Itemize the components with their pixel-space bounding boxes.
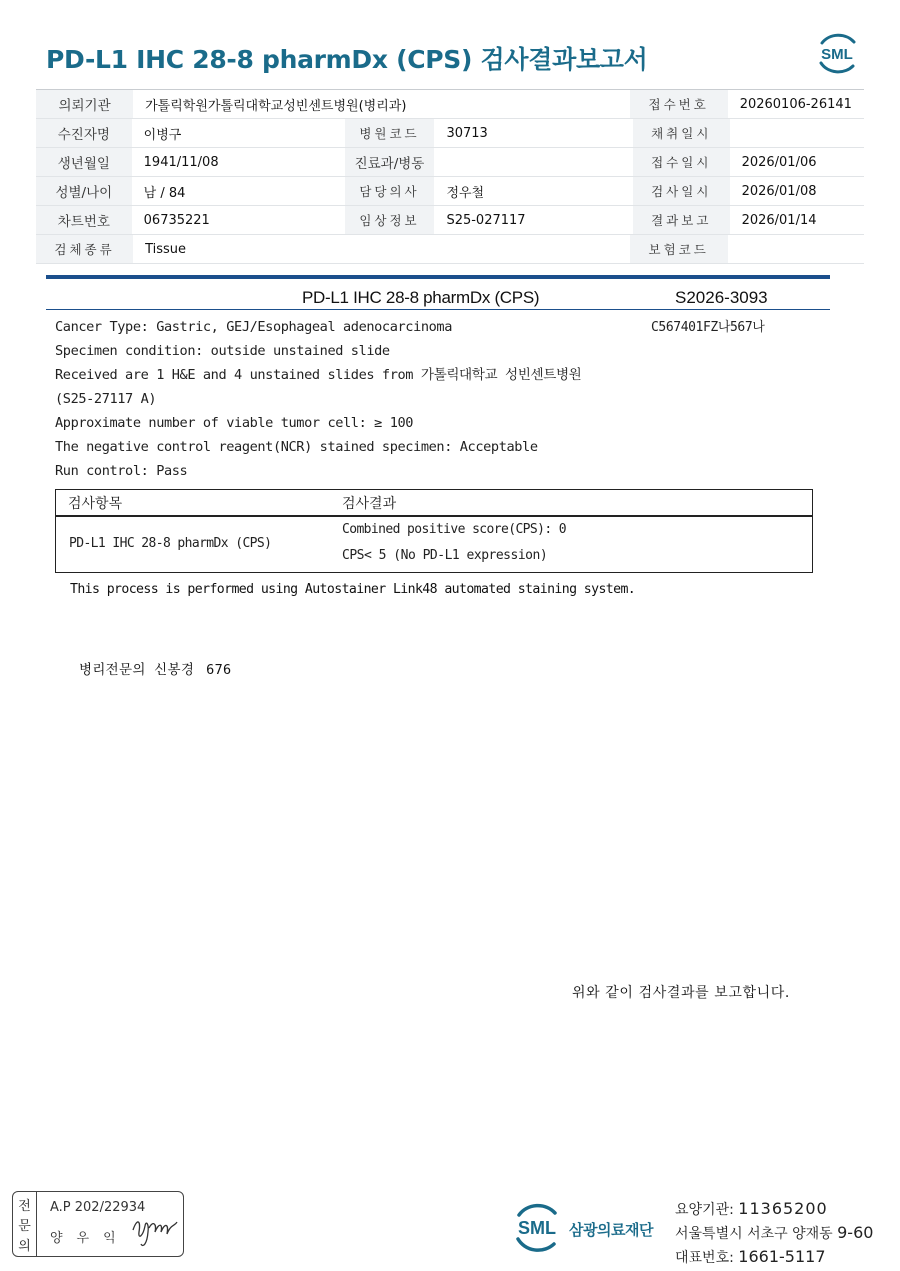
- pathologist-number: 676: [206, 662, 232, 678]
- section-divider-thin: [46, 309, 830, 310]
- info-value: 이병구: [143, 127, 182, 143]
- process-note: This process is performed using Autostainer Link48 automated staining system.: [70, 582, 636, 597]
- info-value: 06735221: [143, 212, 210, 228]
- finding-line: The negative control reagent(NCR) stained specimen: Acceptable: [55, 439, 538, 455]
- info-label: 검체종류: [36, 235, 133, 263]
- report-code: C567401FZ나567나: [651, 320, 765, 335]
- info-label: 생년월일: [36, 148, 132, 176]
- info-label: 차트번호: [36, 206, 132, 234]
- phone-label: 대표번호:: [675, 1250, 734, 1266]
- pathologist-name: 병리전문의 신봉경: [79, 662, 195, 678]
- report-findings: [55, 318, 581, 486]
- info-value: 2026/01/08: [741, 183, 817, 199]
- finding-line: (S25-27117 A): [55, 391, 157, 407]
- report-title: PD-L1 IHC 28-8 pharmDx (CPS) 검사결과보고서: [46, 45, 648, 74]
- info-label: 검사일시: [633, 177, 730, 205]
- care-number: 11365200: [738, 1199, 828, 1218]
- info-label: 의뢰기관: [36, 90, 133, 118]
- stamp-label: [13, 1192, 37, 1256]
- info-value: [434, 148, 633, 176]
- phone-line: [675, 1245, 873, 1269]
- pathologist: [79, 658, 231, 678]
- report-test-title: PD-L1 IHC 28-8 pharmDx (CPS): [302, 288, 540, 307]
- result-item: PD-L1 IHC 28-8 pharmDx (CPS): [69, 536, 272, 551]
- finding-line: Received are 1 H&E and 4 unstained slides from 가톨릭대학교 성빈센트병원: [55, 367, 582, 383]
- patient-info-table: [36, 89, 864, 264]
- info-label: 진료과/병동: [345, 148, 435, 176]
- info-row: [36, 206, 864, 235]
- info-label: 수진자명: [36, 119, 132, 147]
- finding-line: Approximate number of viable tumor cell: ≥ 100: [55, 415, 414, 431]
- result-col-item: 검사항목: [68, 496, 123, 512]
- info-row: [36, 177, 864, 206]
- stamp-char: 의: [18, 1238, 31, 1254]
- sml-foundation-logo-icon: [509, 1198, 565, 1256]
- info-value: 남 / 84: [143, 185, 186, 201]
- sml-logo-text: SML: [821, 46, 853, 63]
- info-value: S25-027117: [446, 212, 526, 228]
- info-value: [728, 235, 864, 263]
- finding-line: Specimen condition: outside unstained slide: [55, 343, 390, 359]
- phone-number: 1661-5117: [738, 1247, 826, 1266]
- address-label: 서울특별시 서초구 양재동: [675, 1226, 833, 1242]
- result-table-header: [56, 490, 812, 517]
- info-label: 채취일시: [633, 119, 730, 147]
- info-value: 2026/01/06: [741, 154, 817, 170]
- info-label: 접수번호: [630, 90, 728, 118]
- specialist-stamp: [12, 1191, 184, 1257]
- info-row: [36, 148, 864, 177]
- result-col-result: 검사결과: [342, 496, 397, 512]
- info-value: 2026/01/14: [741, 212, 817, 228]
- info-value: 30713: [446, 125, 488, 141]
- sml-logo-text: SML: [518, 1218, 556, 1238]
- info-label: 병원코드: [345, 119, 435, 147]
- info-label: 임상정보: [345, 206, 435, 234]
- info-row: [36, 119, 864, 148]
- foundation-name: 삼광의료재단: [569, 1221, 653, 1239]
- care-institution-line: [675, 1197, 873, 1221]
- info-row: [36, 90, 864, 119]
- finding-line: Run control: Pass: [55, 463, 188, 479]
- stamp-char: 전: [18, 1198, 31, 1214]
- report-number: S2026-3093: [675, 288, 768, 307]
- info-label: 담당의사: [345, 177, 435, 205]
- info-value: Tissue: [145, 241, 187, 257]
- care-label: 요양기관:: [675, 1202, 734, 1218]
- stamp-char: 문: [18, 1218, 31, 1234]
- info-label: 성별/나이: [36, 177, 132, 205]
- foundation-info: [675, 1197, 873, 1269]
- info-value: 가톨릭학원가톨릭대학교성빈센트병원(병리과): [145, 98, 407, 114]
- finding-line: Cancer Type: Gastric, GEJ/Esophageal adenocarcinoma: [55, 319, 452, 335]
- closing-statement: 위와 같이 검사결과를 보고합니다.: [572, 985, 790, 1001]
- address-number: 9-60: [837, 1223, 874, 1242]
- result-value-cps: Combined positive score(CPS): 0: [342, 522, 567, 537]
- stamp-name: 양우익: [50, 1231, 130, 1246]
- address-line: [675, 1221, 873, 1245]
- result-interpretation: CPS< 5 (No PD-L1 expression): [342, 548, 548, 563]
- sml-logo-icon: [812, 30, 862, 76]
- signature-icon: [129, 1210, 181, 1250]
- info-value: [730, 119, 864, 147]
- section-divider: [46, 275, 830, 279]
- info-label: 결과보고: [633, 206, 730, 234]
- info-value: 정우철: [446, 185, 485, 201]
- info-value: 1941/11/08: [143, 154, 219, 170]
- result-table: [55, 489, 813, 573]
- info-label: 보험코드: [630, 235, 728, 263]
- info-row: [36, 235, 864, 264]
- info-value: 20260106-26141: [739, 96, 852, 112]
- stamp-ap-number: A.P 202/22934: [50, 1200, 146, 1215]
- info-label: 접수일시: [633, 148, 730, 176]
